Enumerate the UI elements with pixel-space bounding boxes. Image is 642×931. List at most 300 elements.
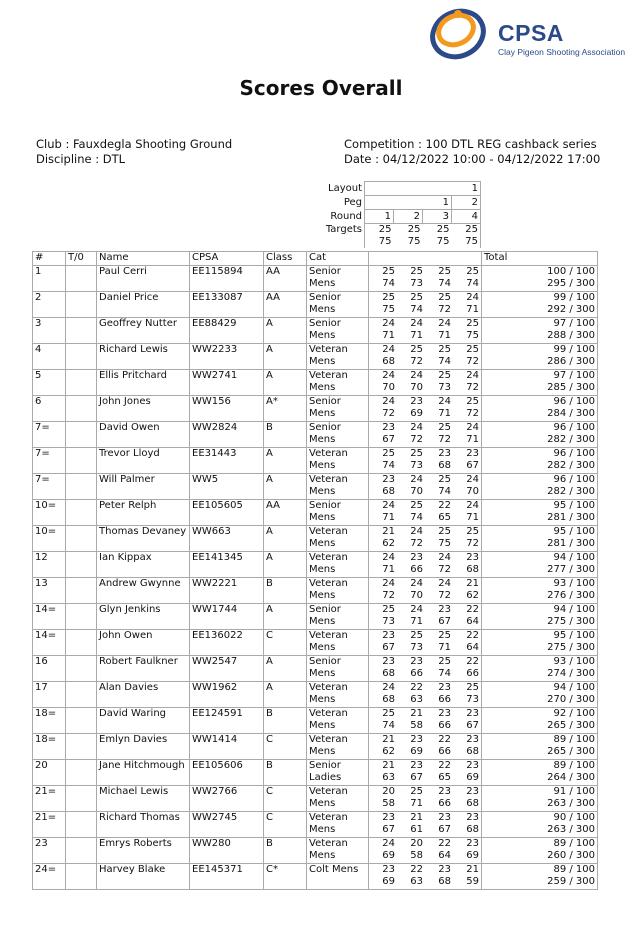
category-cell [307, 603, 369, 629]
cell-text: Mens [309, 538, 336, 549]
cell-text: Mens [309, 382, 336, 393]
category-cell [307, 811, 369, 837]
round-score-cell [453, 577, 482, 603]
cell-text: WW1962 [192, 681, 238, 693]
table-row [33, 317, 598, 343]
class-cell [264, 343, 307, 369]
cell-text: 25 [382, 265, 395, 277]
cell-text: 7= [35, 447, 50, 459]
cell-text: 23 [410, 759, 423, 771]
position-cell [33, 785, 66, 811]
cell-text: 21 [382, 525, 395, 537]
round-score-cell [453, 447, 482, 473]
round-score-cell [453, 421, 482, 447]
cell-text: 65 [438, 512, 451, 523]
round-value: 3 [423, 210, 452, 224]
category-cell [307, 863, 369, 889]
round-score-cell [369, 447, 398, 473]
cell-text: 73 [438, 382, 451, 393]
cell-text: 18= [35, 733, 57, 745]
round-score-cell [453, 681, 482, 707]
cell-text: 25 [410, 343, 423, 355]
round-score-cell [453, 317, 482, 343]
round-score-cell [453, 525, 482, 551]
cell-text: Geoffrey Nutter [99, 317, 177, 329]
class-cell [264, 395, 307, 421]
total-cell [482, 707, 598, 733]
round-score-cell [453, 291, 482, 317]
cell-text: 94 / 100 [553, 551, 595, 563]
cell-text: 22 [438, 499, 451, 511]
cell-text: 89 / 100 [553, 733, 595, 745]
table-row [33, 395, 598, 421]
cell-text: 74 [438, 668, 451, 679]
round-score-cell [369, 265, 398, 291]
cell-text: Senior [309, 265, 341, 277]
cpsa-cell [190, 759, 264, 785]
name-cell [97, 603, 190, 629]
cell-text: 73 [382, 616, 395, 627]
cell-text: 74 [382, 278, 395, 289]
cell-text: 63 [410, 694, 423, 705]
cell-text: A [266, 369, 273, 381]
class-cell [264, 681, 307, 707]
round-score-cell [369, 499, 398, 525]
name-cell [97, 395, 190, 421]
cpsa-cell [190, 525, 264, 551]
cell-text: 69 [466, 850, 479, 861]
round-score-cell [425, 421, 453, 447]
position-cell [33, 343, 66, 369]
cell-text: WW2824 [192, 421, 238, 433]
cell-text: 22 [466, 629, 479, 641]
cell-text: AA [266, 291, 280, 303]
cell-text: 24 [382, 499, 395, 511]
total-cell [482, 551, 598, 577]
target-value: 25 [407, 224, 421, 235]
table-row [33, 785, 598, 811]
round-score-cell [369, 369, 398, 395]
cell-text: Veteran [309, 525, 348, 537]
to-cell [66, 707, 97, 733]
cell-text: 89 / 100 [553, 837, 595, 849]
round-score-cell [369, 395, 398, 421]
col-class: Class [264, 252, 307, 266]
cell-text: Mens [309, 434, 336, 445]
cell-text: 99 / 100 [553, 343, 595, 355]
name-cell [97, 291, 190, 317]
round-score-cell [397, 577, 425, 603]
cell-text: 65 [438, 772, 451, 783]
round-score-cell [425, 629, 453, 655]
total-cell [482, 785, 598, 811]
cell-text: 24 [410, 577, 423, 589]
name-cell [97, 473, 190, 499]
cpsa-cell [190, 317, 264, 343]
cell-text: 63 [382, 772, 395, 783]
cell-text: 23 [438, 603, 451, 615]
cell-text: Mens [309, 746, 336, 757]
cell-text: 21 [410, 811, 423, 823]
category-cell [307, 551, 369, 577]
cell-text: 92 / 100 [553, 707, 595, 719]
table-row [33, 421, 598, 447]
cell-text: 100 / 100 [547, 265, 595, 277]
position-cell [33, 811, 66, 837]
round-score-cell [397, 447, 425, 473]
cell-text: 71 [410, 330, 423, 341]
cell-text: 23 [466, 551, 479, 563]
to-cell [66, 291, 97, 317]
table-row [33, 473, 598, 499]
table-row [33, 681, 598, 707]
cell-text: Mens [309, 356, 336, 367]
round-score-cell [425, 811, 453, 837]
round-score-cell [397, 603, 425, 629]
cell-text: Jane Hitchmough [99, 759, 185, 771]
cell-text: Ian Kippax [99, 551, 152, 563]
cell-text: WW156 [192, 395, 231, 407]
cell-text: Senior [309, 603, 341, 615]
col-cpsa: CPSA [190, 252, 264, 266]
cpsa-cell [190, 343, 264, 369]
cell-text: EE141345 [192, 551, 243, 563]
total-cell [482, 473, 598, 499]
cell-text: 67 [382, 642, 395, 653]
cell-text: 260 / 300 [547, 850, 595, 861]
cell-text: 7= [35, 421, 50, 433]
cell-text: 25 [438, 473, 451, 485]
category-cell [307, 655, 369, 681]
cell-text: 24 [382, 317, 395, 329]
cell-text: Michael Lewis [99, 785, 169, 797]
total-cell [482, 863, 598, 889]
position-cell [33, 395, 66, 421]
cell-text: 71 [466, 512, 479, 523]
class-cell [264, 629, 307, 655]
cell-text: 72 [466, 538, 479, 549]
round-score-cell [397, 837, 425, 863]
cpsa-cell [190, 265, 264, 291]
cpsa-cell [190, 551, 264, 577]
cell-text: 20 [35, 759, 48, 771]
cell-text: A [266, 655, 273, 667]
cell-text: 13 [35, 577, 48, 589]
category-cell [307, 707, 369, 733]
round-score-cell [453, 603, 482, 629]
cell-text: Mens [309, 590, 336, 601]
table-row [33, 629, 598, 655]
round-header-table [30, 181, 481, 248]
total-cell [482, 577, 598, 603]
to-cell [66, 681, 97, 707]
round-score-cell [397, 291, 425, 317]
round-score-cell [397, 369, 425, 395]
cell-text: 23 [382, 811, 395, 823]
total-cell [482, 499, 598, 525]
cell-text: 66 [438, 798, 451, 809]
table-row [33, 837, 598, 863]
total-cell [482, 603, 598, 629]
cell-text: WW2233 [192, 343, 238, 355]
round-score-cell [425, 473, 453, 499]
cell-text: EE133087 [192, 291, 243, 303]
cell-text: 96 / 100 [553, 395, 595, 407]
cell-text: Colt Mens [309, 863, 359, 875]
cell-text: 95 / 100 [553, 525, 595, 537]
cell-text: 23 [382, 863, 395, 875]
table-row [33, 291, 598, 317]
cell-text: 23 [438, 707, 451, 719]
cell-text: 263 / 300 [547, 824, 595, 835]
cell-text: WW2741 [192, 369, 238, 381]
name-cell [97, 525, 190, 551]
cell-text: 21= [35, 785, 57, 797]
cell-text: 23 [466, 733, 479, 745]
class-cell [264, 473, 307, 499]
position-cell [33, 551, 66, 577]
cell-text: Ladies [309, 772, 342, 783]
cell-text: 4 [35, 343, 42, 355]
cell-text: 23 [410, 733, 423, 745]
cell-text: Mens [309, 330, 336, 341]
cell-text: Veteran [309, 837, 348, 849]
cell-text: 263 / 300 [547, 798, 595, 809]
to-cell [66, 863, 97, 889]
cell-text: 75 [466, 330, 479, 341]
category-cell [307, 733, 369, 759]
class-cell [264, 291, 307, 317]
cell-text: C [266, 811, 273, 823]
cell-text: 265 / 300 [547, 720, 595, 731]
name-cell [97, 343, 190, 369]
cell-text: 282 / 300 [547, 486, 595, 497]
cpsa-cell [190, 785, 264, 811]
cell-text: 59 [466, 876, 479, 887]
cell-text: Robert Faulkner [99, 655, 178, 667]
round-score-cell [369, 603, 398, 629]
position-cell [33, 291, 66, 317]
cell-text: 74 [382, 460, 395, 471]
round-score-cell [369, 681, 398, 707]
cell-text: 2 [35, 291, 42, 303]
cell-text: 58 [410, 720, 423, 731]
table-row [33, 577, 598, 603]
class-cell [264, 447, 307, 473]
position-cell [33, 863, 66, 889]
cell-text: 68 [466, 824, 479, 835]
cell-text: Mens [309, 720, 336, 731]
round-score-cell [453, 707, 482, 733]
cell-text: 74 [438, 486, 451, 497]
cell-text: 24 [466, 291, 479, 303]
total-cell [482, 395, 598, 421]
cell-text: Paul Cerri [99, 265, 147, 277]
cell-text: 99 / 100 [553, 291, 595, 303]
cell-text: Will Palmer [99, 473, 155, 485]
cell-text: 75 [438, 538, 451, 549]
cell-text: 66 [410, 668, 423, 679]
cell-text: 22 [438, 733, 451, 745]
round-score-cell [369, 837, 398, 863]
cell-text: 25 [382, 447, 395, 459]
cell-text: 18= [35, 707, 57, 719]
cell-text: 25 [466, 525, 479, 537]
class-cell [264, 837, 307, 863]
cell-text: A [266, 525, 273, 537]
cpsa-cell [190, 655, 264, 681]
cell-text: 23 [466, 759, 479, 771]
round-score-cell [397, 551, 425, 577]
to-cell [66, 577, 97, 603]
cpsa-cell [190, 863, 264, 889]
position-cell [33, 447, 66, 473]
round-score-cell [425, 265, 453, 291]
cell-text: 94 / 100 [553, 681, 595, 693]
cell-text: 72 [438, 304, 451, 315]
cell-text: 69 [382, 850, 395, 861]
cell-text: Andrew Gwynne [99, 577, 181, 589]
cell-text: 66 [410, 564, 423, 575]
cell-text: Mens [309, 616, 336, 627]
cpsa-cell [190, 473, 264, 499]
cell-text: 22 [410, 681, 423, 693]
cell-text: 73 [410, 460, 423, 471]
cell-text: 72 [438, 434, 451, 445]
col-to: T/0 [66, 252, 97, 266]
round-score-cell [425, 707, 453, 733]
cell-text: 23 [466, 785, 479, 797]
cell-text: 75 [382, 304, 395, 315]
class-cell [264, 603, 307, 629]
targets-label: Targets [325, 223, 362, 235]
cpsa-cell [190, 629, 264, 655]
table-row [33, 655, 598, 681]
peg-label: Peg [343, 196, 362, 208]
round-score-cell [369, 759, 398, 785]
name-cell [97, 369, 190, 395]
cell-text: Veteran [309, 681, 348, 693]
cell-text: 21 [466, 863, 479, 875]
cell-text: 20 [382, 785, 395, 797]
class-cell [264, 265, 307, 291]
cell-text: 25 [438, 265, 451, 277]
class-cell [264, 551, 307, 577]
position-cell [33, 759, 66, 785]
class-cell [264, 707, 307, 733]
cell-text: Ellis Pritchard [99, 369, 167, 381]
cell-text: 72 [382, 590, 395, 601]
to-cell [66, 265, 97, 291]
category-cell [307, 343, 369, 369]
round-score-cell [397, 317, 425, 343]
target-cumulative: 75 [465, 236, 478, 247]
cell-text: Senior [309, 759, 341, 771]
cell-text: Veteran [309, 811, 348, 823]
cell-text: 71 [410, 616, 423, 627]
cell-text: 67 [466, 720, 479, 731]
cell-text: 24 [382, 551, 395, 563]
table-row [33, 265, 598, 291]
page-title: Scores Overall [239, 76, 403, 100]
cell-text: 285 / 300 [547, 382, 595, 393]
round-score-cell [453, 551, 482, 577]
to-cell [66, 629, 97, 655]
cpsa-cell [190, 291, 264, 317]
cell-text: 71 [382, 512, 395, 523]
cell-text: 23 [438, 447, 451, 459]
cell-text: Mens [309, 798, 336, 809]
cell-text: 22 [438, 837, 451, 849]
cell-text: Veteran [309, 733, 348, 745]
cpsa-cell [190, 603, 264, 629]
name-cell [97, 265, 190, 291]
category-cell [307, 369, 369, 395]
cell-text: 67 [410, 772, 423, 783]
round-score-cell [425, 785, 453, 811]
round-score-cell [425, 499, 453, 525]
cell-text: 24 [410, 317, 423, 329]
position-cell [33, 681, 66, 707]
cell-text: 12 [35, 551, 48, 563]
cell-text: 23 [466, 811, 479, 823]
cell-text: EE115894 [192, 265, 243, 277]
round-score-cell [369, 551, 398, 577]
cell-text: 24 [466, 499, 479, 511]
round-score-cell [453, 811, 482, 837]
target-cumulative: 75 [407, 236, 421, 247]
cell-text: 25 [410, 291, 423, 303]
to-cell [66, 473, 97, 499]
cell-text: 23 [466, 707, 479, 719]
cell-text: 25 [466, 681, 479, 693]
round-score-cell [397, 473, 425, 499]
cell-text: Richard Lewis [99, 343, 168, 355]
cell-text: Veteran [309, 551, 348, 563]
cell-text: 70 [410, 486, 423, 497]
cell-text: 66 [438, 746, 451, 757]
cell-text: 96 / 100 [553, 473, 595, 485]
cell-text: 21 [382, 759, 395, 771]
cell-text: B [266, 759, 273, 771]
class-cell [264, 499, 307, 525]
cell-text: Veteran [309, 343, 348, 355]
cell-text: 10= [35, 499, 57, 511]
layout-label: Layout [328, 182, 362, 194]
cell-text: 93 / 100 [553, 577, 595, 589]
cell-text: 69 [410, 746, 423, 757]
position-cell [33, 421, 66, 447]
cell-text: 24= [35, 863, 57, 875]
cell-text: 94 / 100 [553, 603, 595, 615]
cell-text: 23 [382, 655, 395, 667]
to-cell [66, 395, 97, 421]
total-cell [482, 369, 598, 395]
round-score-cell [397, 395, 425, 421]
cell-text: 282 / 300 [547, 460, 595, 471]
cell-text: 24 [466, 421, 479, 433]
cell-text: 74 [382, 720, 395, 731]
cpsa-cell [190, 837, 264, 863]
cell-text: 23 [438, 863, 451, 875]
cell-text: John Jones [99, 395, 151, 407]
cell-text: 292 / 300 [547, 304, 595, 315]
cell-text: Mens [309, 512, 336, 523]
table-row [33, 525, 598, 551]
cell-text: 68 [382, 694, 395, 705]
cell-text: WW663 [192, 525, 231, 537]
cell-text: Alan Davies [99, 681, 159, 693]
